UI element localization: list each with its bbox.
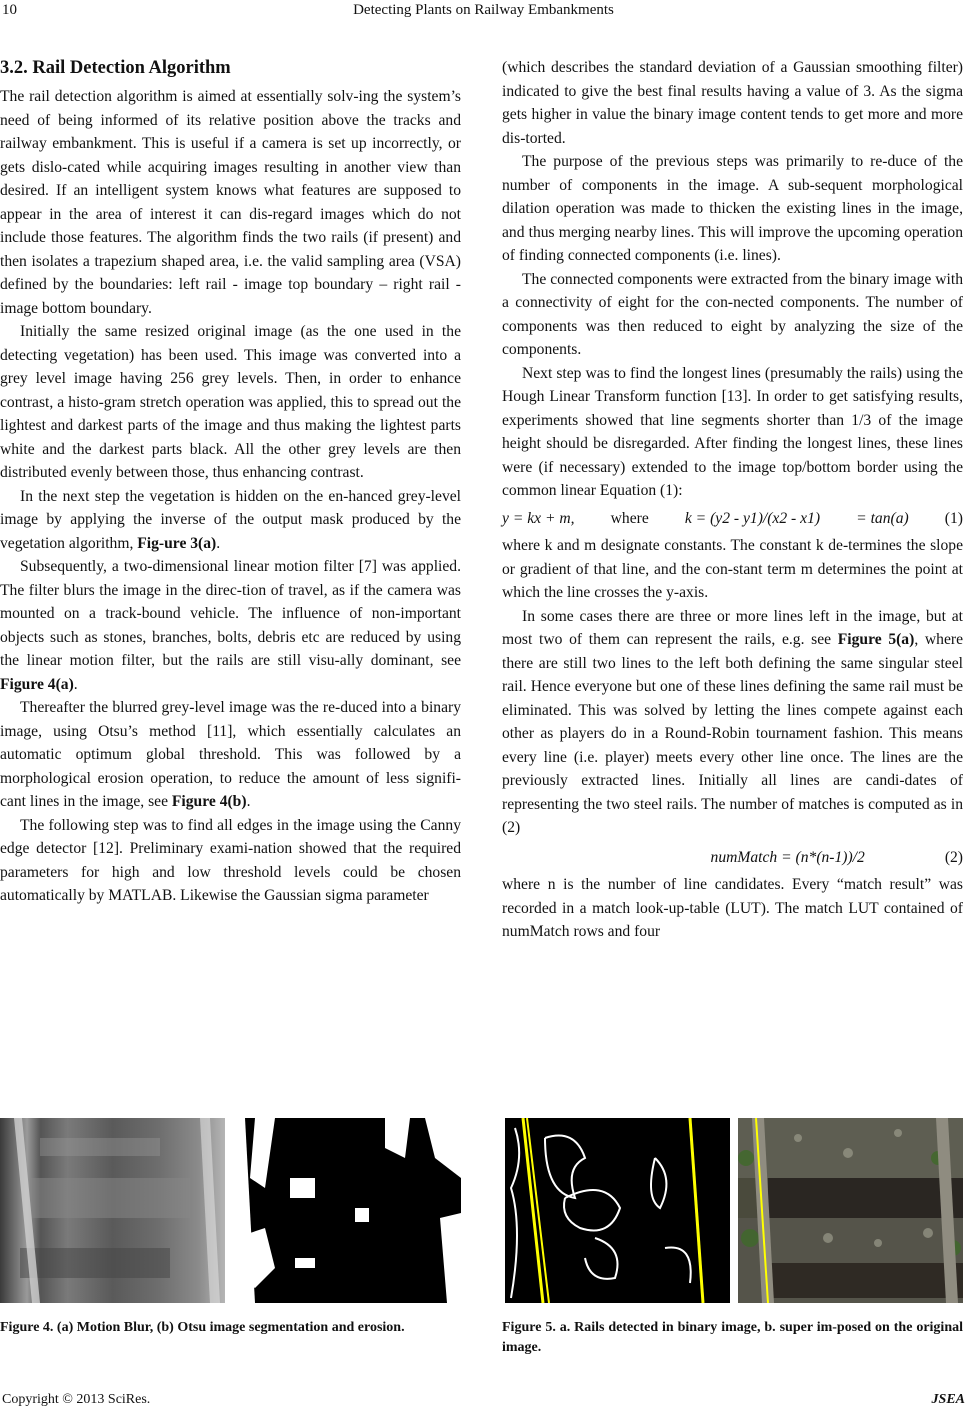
section-title: 3.2. Rail Detection Algorithm xyxy=(0,58,231,78)
paragraph: (which describes the standard deviation of a Gaussian smoothing filter) indicated to give the best final results having a value of 3. As the sigma gets higher in value the binary image content tends to get more and more dis-torted. xyxy=(502,59,963,147)
paragraph: In some cases there are three or more lines left in the image, but at most two of them can represent the rails, e.g. see Figure 5(a), where there are still two lines to the left both defining the same singular steel rail. Hence everyone but one of these lines defining the same rail must be eliminated. This was solved by letting the lines compete against each other as players do in a Round-Robin tournament fashion. This means every line (i.e. player) meets every other line once. The lines are the previously extracted lines. Initially all lines are candi-dates of representing the two steel rails. The number of matches is computed as in (2) xyxy=(502,607,963,836)
figure-4b-otsu-image xyxy=(235,1118,461,1303)
equation-1: y = kx + m, where k = (y2 - y1)/(x2 - x1) = tan(a) (1) xyxy=(502,509,963,527)
page-number: 10 xyxy=(2,2,17,18)
copyright: Copyright © 2013 SciRes. xyxy=(2,1392,151,1407)
paragraph: Subsequently, a two-dimensional linear motion filter [7] was applied. The filter blurs the image in the direc-tion of travel, as if the camera was mounted on a track-bound vehicle. The influence of non-important objects such as stones, branches, bolts, debris etc are reduced by using the linear motion filter, but the rails are still visu-ally dominant, see Figure 4(a). xyxy=(0,558,461,693)
figure-4a-motion-blur-image xyxy=(0,1118,225,1303)
running-title: Detecting Plants on Railway Embankments xyxy=(353,2,614,18)
paragraph: Initially the same resized original image (as the one used in the detecting vegetation) has been used. This image was converted into a grey level image having 256 grey levels. Then, in order to enhance contrast, a histo-gram stretch operation was applied, this to spread out the lightest and darkest parts of the image and thus making the lightest parts white and the darkest parts black. All the other grey levels are then distributed evenly between those, thus enhancing contrast. xyxy=(0,323,461,481)
figure-ref[interactable]: Figure 4(a) xyxy=(0,675,74,693)
journal-name: JSEA xyxy=(931,1392,965,1407)
paragraph: The purpose of the previous steps was primarily to re-duce of the number of components in the image. A sub-sequent morphological dilation operation was made to thicken the existing lines in the image, and thus merging nearby lines. This will improve the upcoming operation of finding connected components (i.e. lines). xyxy=(502,153,963,264)
figure-ref[interactable]: Fig-ure 3(a) xyxy=(137,534,217,552)
paragraph: where k and m designate constants. The constant k de-termines the slope or gradient of that line, and the con-stant term m determines the point at which the line crosses the y-axis. xyxy=(502,537,963,601)
right-column xyxy=(502,56,963,944)
figure-ref[interactable]: Figure 5(a) xyxy=(837,631,915,648)
paragraph: In the next step the vegetation is hidden on the en-hanced grey-level image by applying the inverse of the output mask produced by the vegetation algorithm, Fig-ure 3(a). xyxy=(0,487,461,552)
paragraph: The rail detection algorithm is aimed at essentially solv-ing the system’s need of being informed of its relative position above the tracks and railway embankment. This is useful if a camera is set up incorrectly, or gets dislo-cated while acquiring images resulting in another view than desired. If an intelligent system knows what features are supposed to appear in the area of interest it can dis-regard images which do not include those features. The algorithm finds the two rails (if present) and then isolates a trapezium shaped area, i.e. the valid sampling area (VSA) defined by the boundaries: left rail - image top boundary – right rail - image bottom boundary. xyxy=(0,88,461,317)
paragraph: where n is the number of line candidates. Every “match result” was recorded in a match look-up-table (LUT). The match LUT contained of numMatch rows and four xyxy=(502,876,963,940)
paragraph: Thereafter the blurred grey-level image was the re-duced into a binary image, using Otsu’s method [11], which essentially calculates an automatic optimum global threshold. This was followed by a morphological erosion operation, to reduce the amount of less signifi-cant lines in the image, see Figure 4(b). xyxy=(0,699,461,810)
figure-ref[interactable]: Figure 4(b) xyxy=(171,793,247,810)
figure-4-caption: Figure 4. (a) Motion Blur, (b) Otsu image segmentation and erosion. xyxy=(0,1320,405,1335)
figure-5a-rails-binary-image xyxy=(505,1118,730,1303)
paragraph: The following step was to find all edges in the image using the Canny edge detector [12]. Preliminary exami-nation showed that the required parameters for high and low threshold levels could be chosen automatically by MATLAB. Likewise the Gaussian sigma parameter xyxy=(0,816,461,904)
paragraph: Next step was to find the longest lines (presumably the rails) using the Hough Linear Transform function [13]. In order to get satisfying results, experiments showed that line segments shorter than 1/3 of the image height should be disregarded. After finding the longest lines, these lines were (if necessary) extended to the image top/bottom border using the common linear Equation (1): xyxy=(502,364,963,499)
page-header xyxy=(0,0,967,24)
paragraph: The connected components were extracted from the binary image with a connectivity of eight for the con-nected components. The number of components was then reduced to eight by analyzing the size of the components. xyxy=(502,270,963,358)
figure-5b-superimposed-image xyxy=(738,1118,963,1303)
left-column xyxy=(0,56,461,908)
figure-5-caption: Figure 5. a. Rails detected in binary image, b. super im-posed on the original image. xyxy=(502,1320,963,1355)
equation-2: numMatch = (n*(n-1))/2 (2) xyxy=(710,848,963,866)
